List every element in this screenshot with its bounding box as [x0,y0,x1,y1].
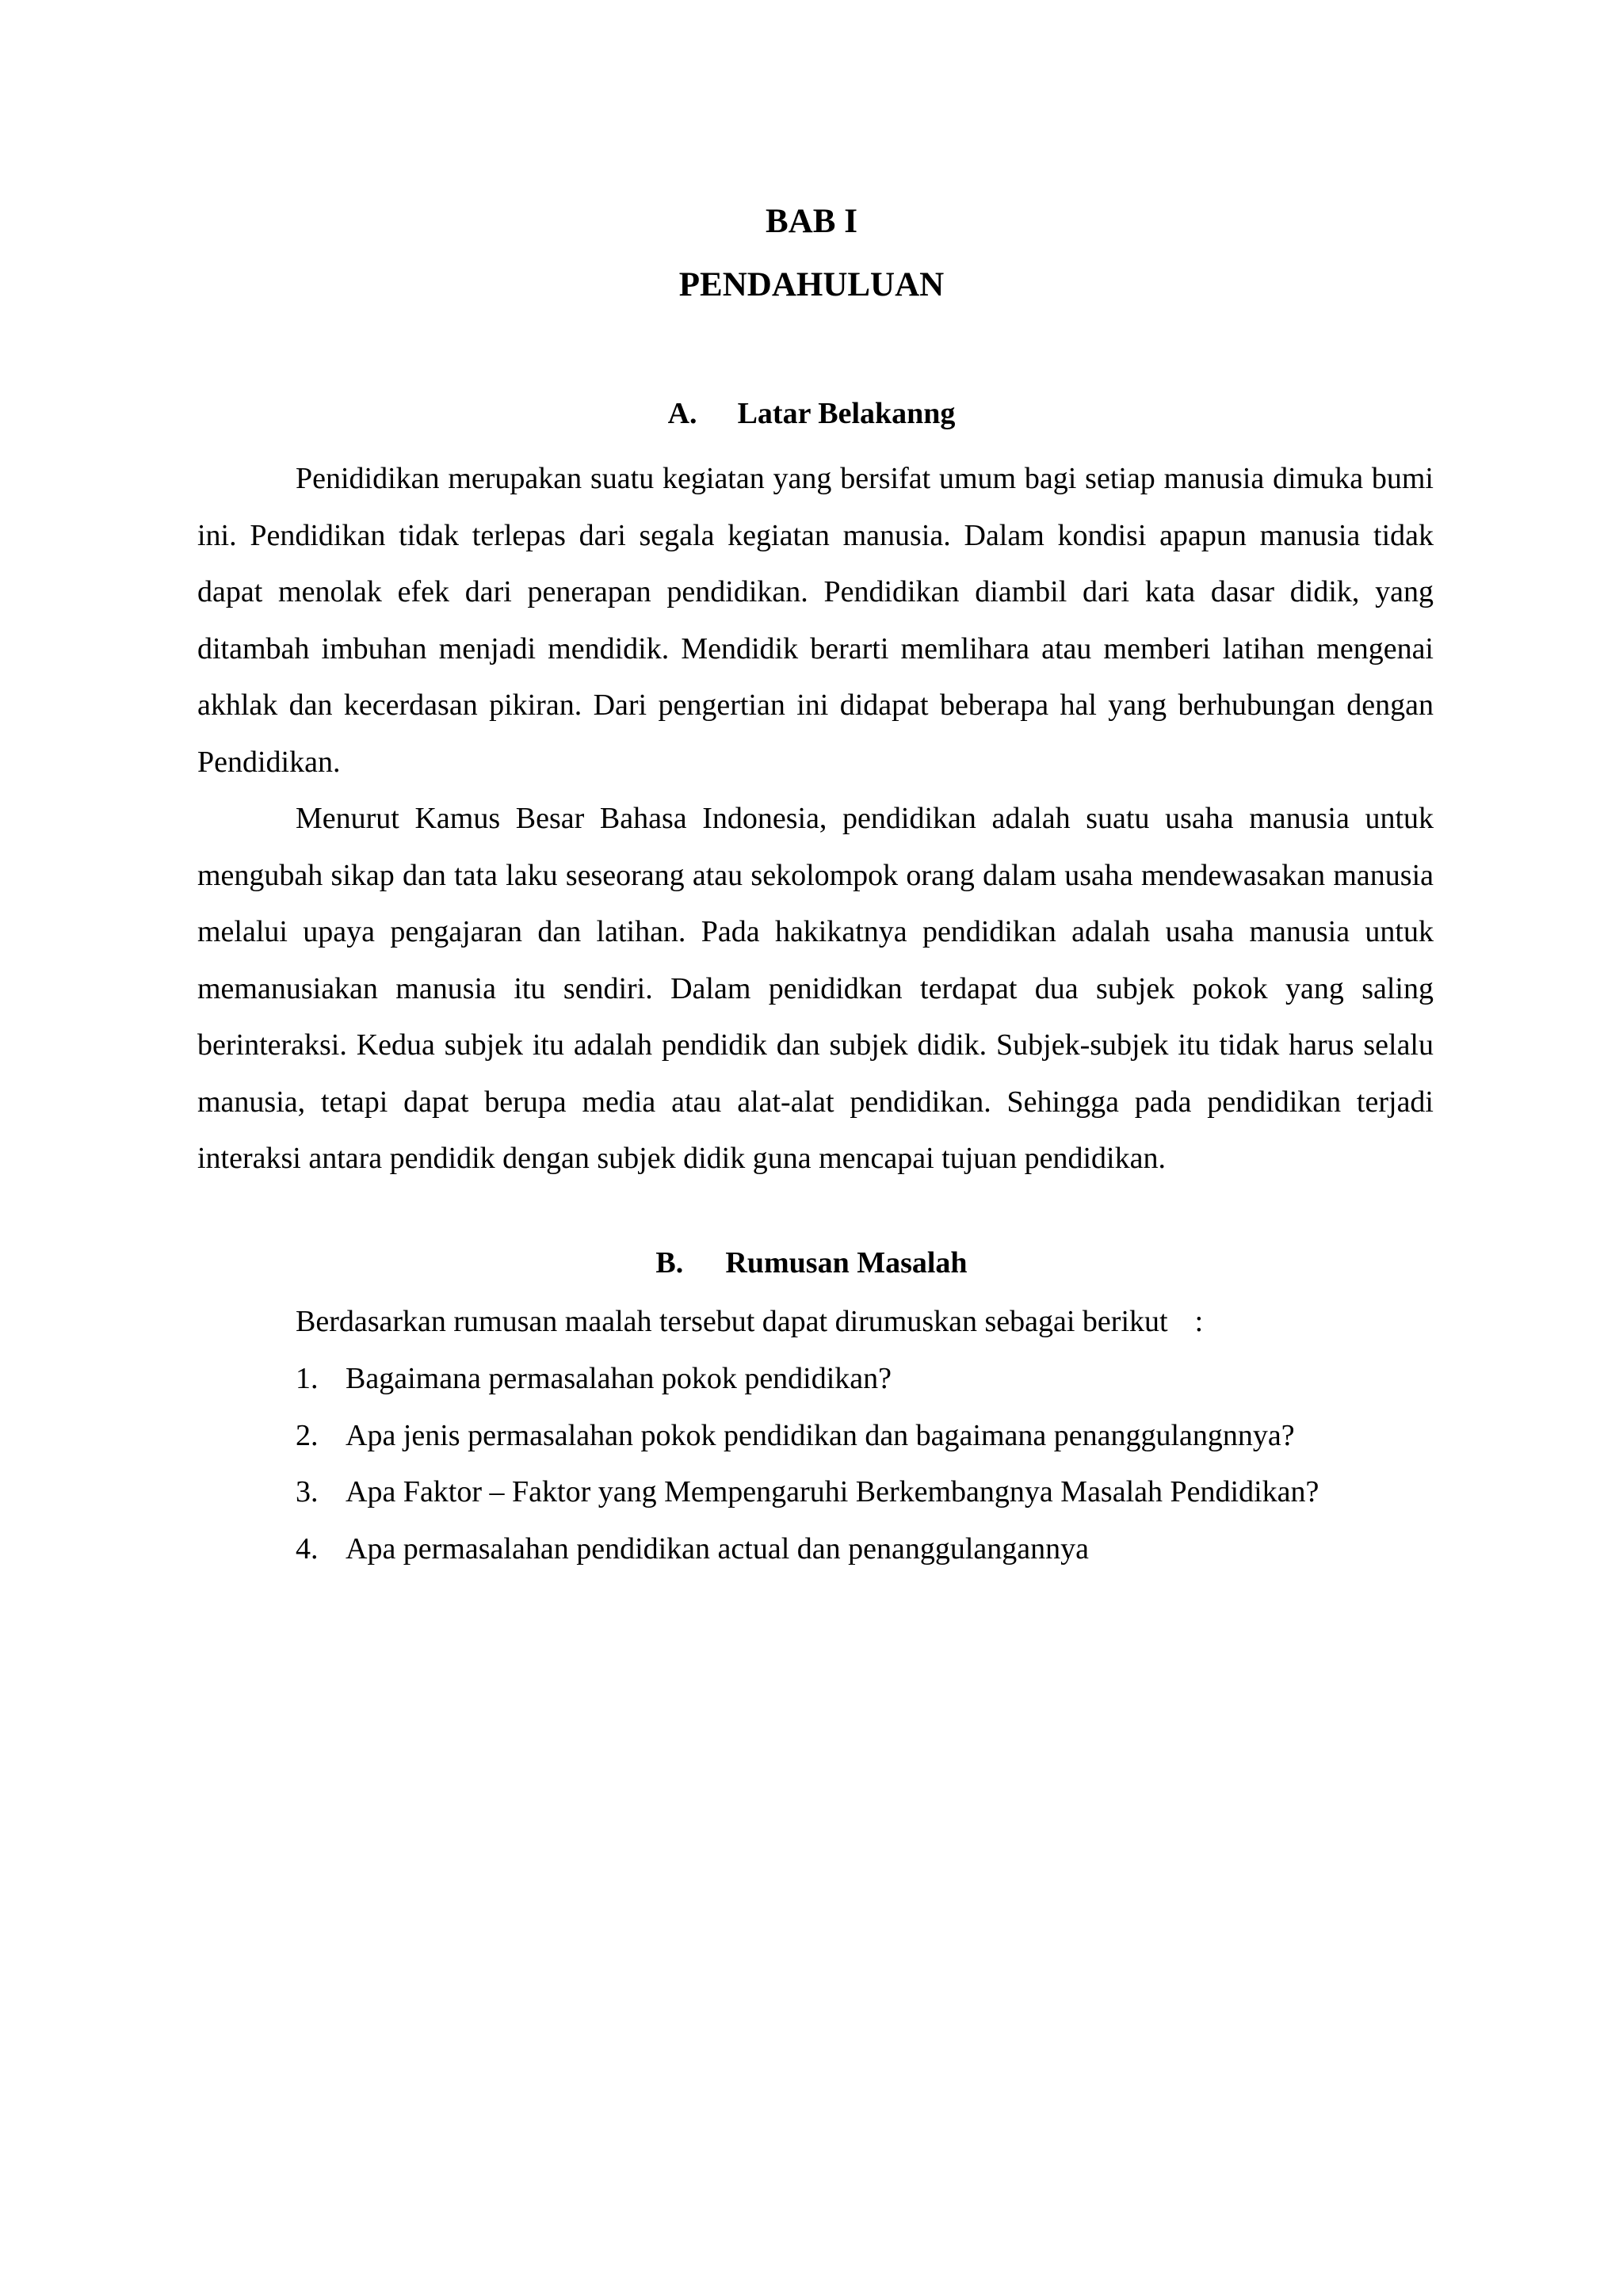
section-title: Latar Belakanng [737,397,956,430]
list-item-number: 3. [296,1475,319,1508]
paragraph-2: Menurut Kamus Besar Bahasa Indonesia, pendidikan adalah suatu usaha manusia untuk mengubah sikap dan tata laku seseorang atau sekolompok orang dalam usaha mendewasakan manusia melalui upaya pengajaran dan latihan. Pada hakikatnya pendidikan adalah usaha manusia untuk memanusiakan manusia itu sendiri. Dalam penididkan terdapat dua subjek pokok yang saling berinteraksi. Kedua subjek itu adalah pendidik dan subjek didik. Subjek-subjek itu tidak harus selalu manusia, tetapi dapat berupa media atau alat-alat pendidikan. Sehingga pada pendidikan terjadi interaksi antara pendidik dengan subjek didik guna mencapai tujuan pendidikan. [197,802,1434,1175]
question-list [296,1356,1319,1583]
list-intro [296,1299,1203,1344]
section-title: Rumusan Masalah [725,1246,968,1280]
list-item-text: Bagaimana permasalahan pokok pendidikan? [346,1362,892,1395]
list-item-text: Apa jenis permasalahan pokok pendidikan dan bagaimana penanggulangnnya? [346,1418,1295,1452]
list-item [296,1356,1319,1413]
list-item-number: 1. [296,1362,319,1395]
list-item [296,1527,1319,1584]
chapter-label: BAB I [766,203,857,240]
list-item-text: Apa permasalahan pendidikan actual dan penanggulangannya [346,1531,1090,1566]
section-heading-latar-belakang [0,391,1623,436]
section-heading-rumusan-masalah [0,1241,1623,1285]
paragraph-1: Penididikan merupakan suatu kegiatan yang bersifat umum bagi setiap manusia dimuka bumi ini. Pendidikan tidak terlepas dari segala kegiatan manusia. Dalam kondisi apapun manusia tidak dapat menolak efek dari penerapan pendidikan. Pendidikan diambil dari kata dasar didik, yang ditambah imbuhan menjadi mendidik. Mendidik berarti memlihara atau memberi latihan mengenai akhlak dan kecerdasan pikiran. Dari pengertian ini didapat beberapa hal yang berhubungan dengan Pendidikan. [197,462,1434,779]
list-intro-text: Berdasarkan rumusan maalah tersebut dapat dirumuskan sebagai berikut [296,1305,1168,1338]
list-item [296,1470,1319,1527]
list-item-text: Apa Faktor – Faktor yang Mempengaruhi Berkembangnya Masalah Pendidikan? [346,1475,1319,1508]
list-item [296,1413,1319,1470]
list-intro-colon: : [1194,1305,1204,1338]
list-item-number: 4. [296,1531,319,1566]
section-letter: B. [655,1246,684,1280]
section-letter: A. [667,397,697,430]
list-item-number: 2. [296,1418,319,1452]
chapter-title: PENDAHULUAN [678,266,945,303]
